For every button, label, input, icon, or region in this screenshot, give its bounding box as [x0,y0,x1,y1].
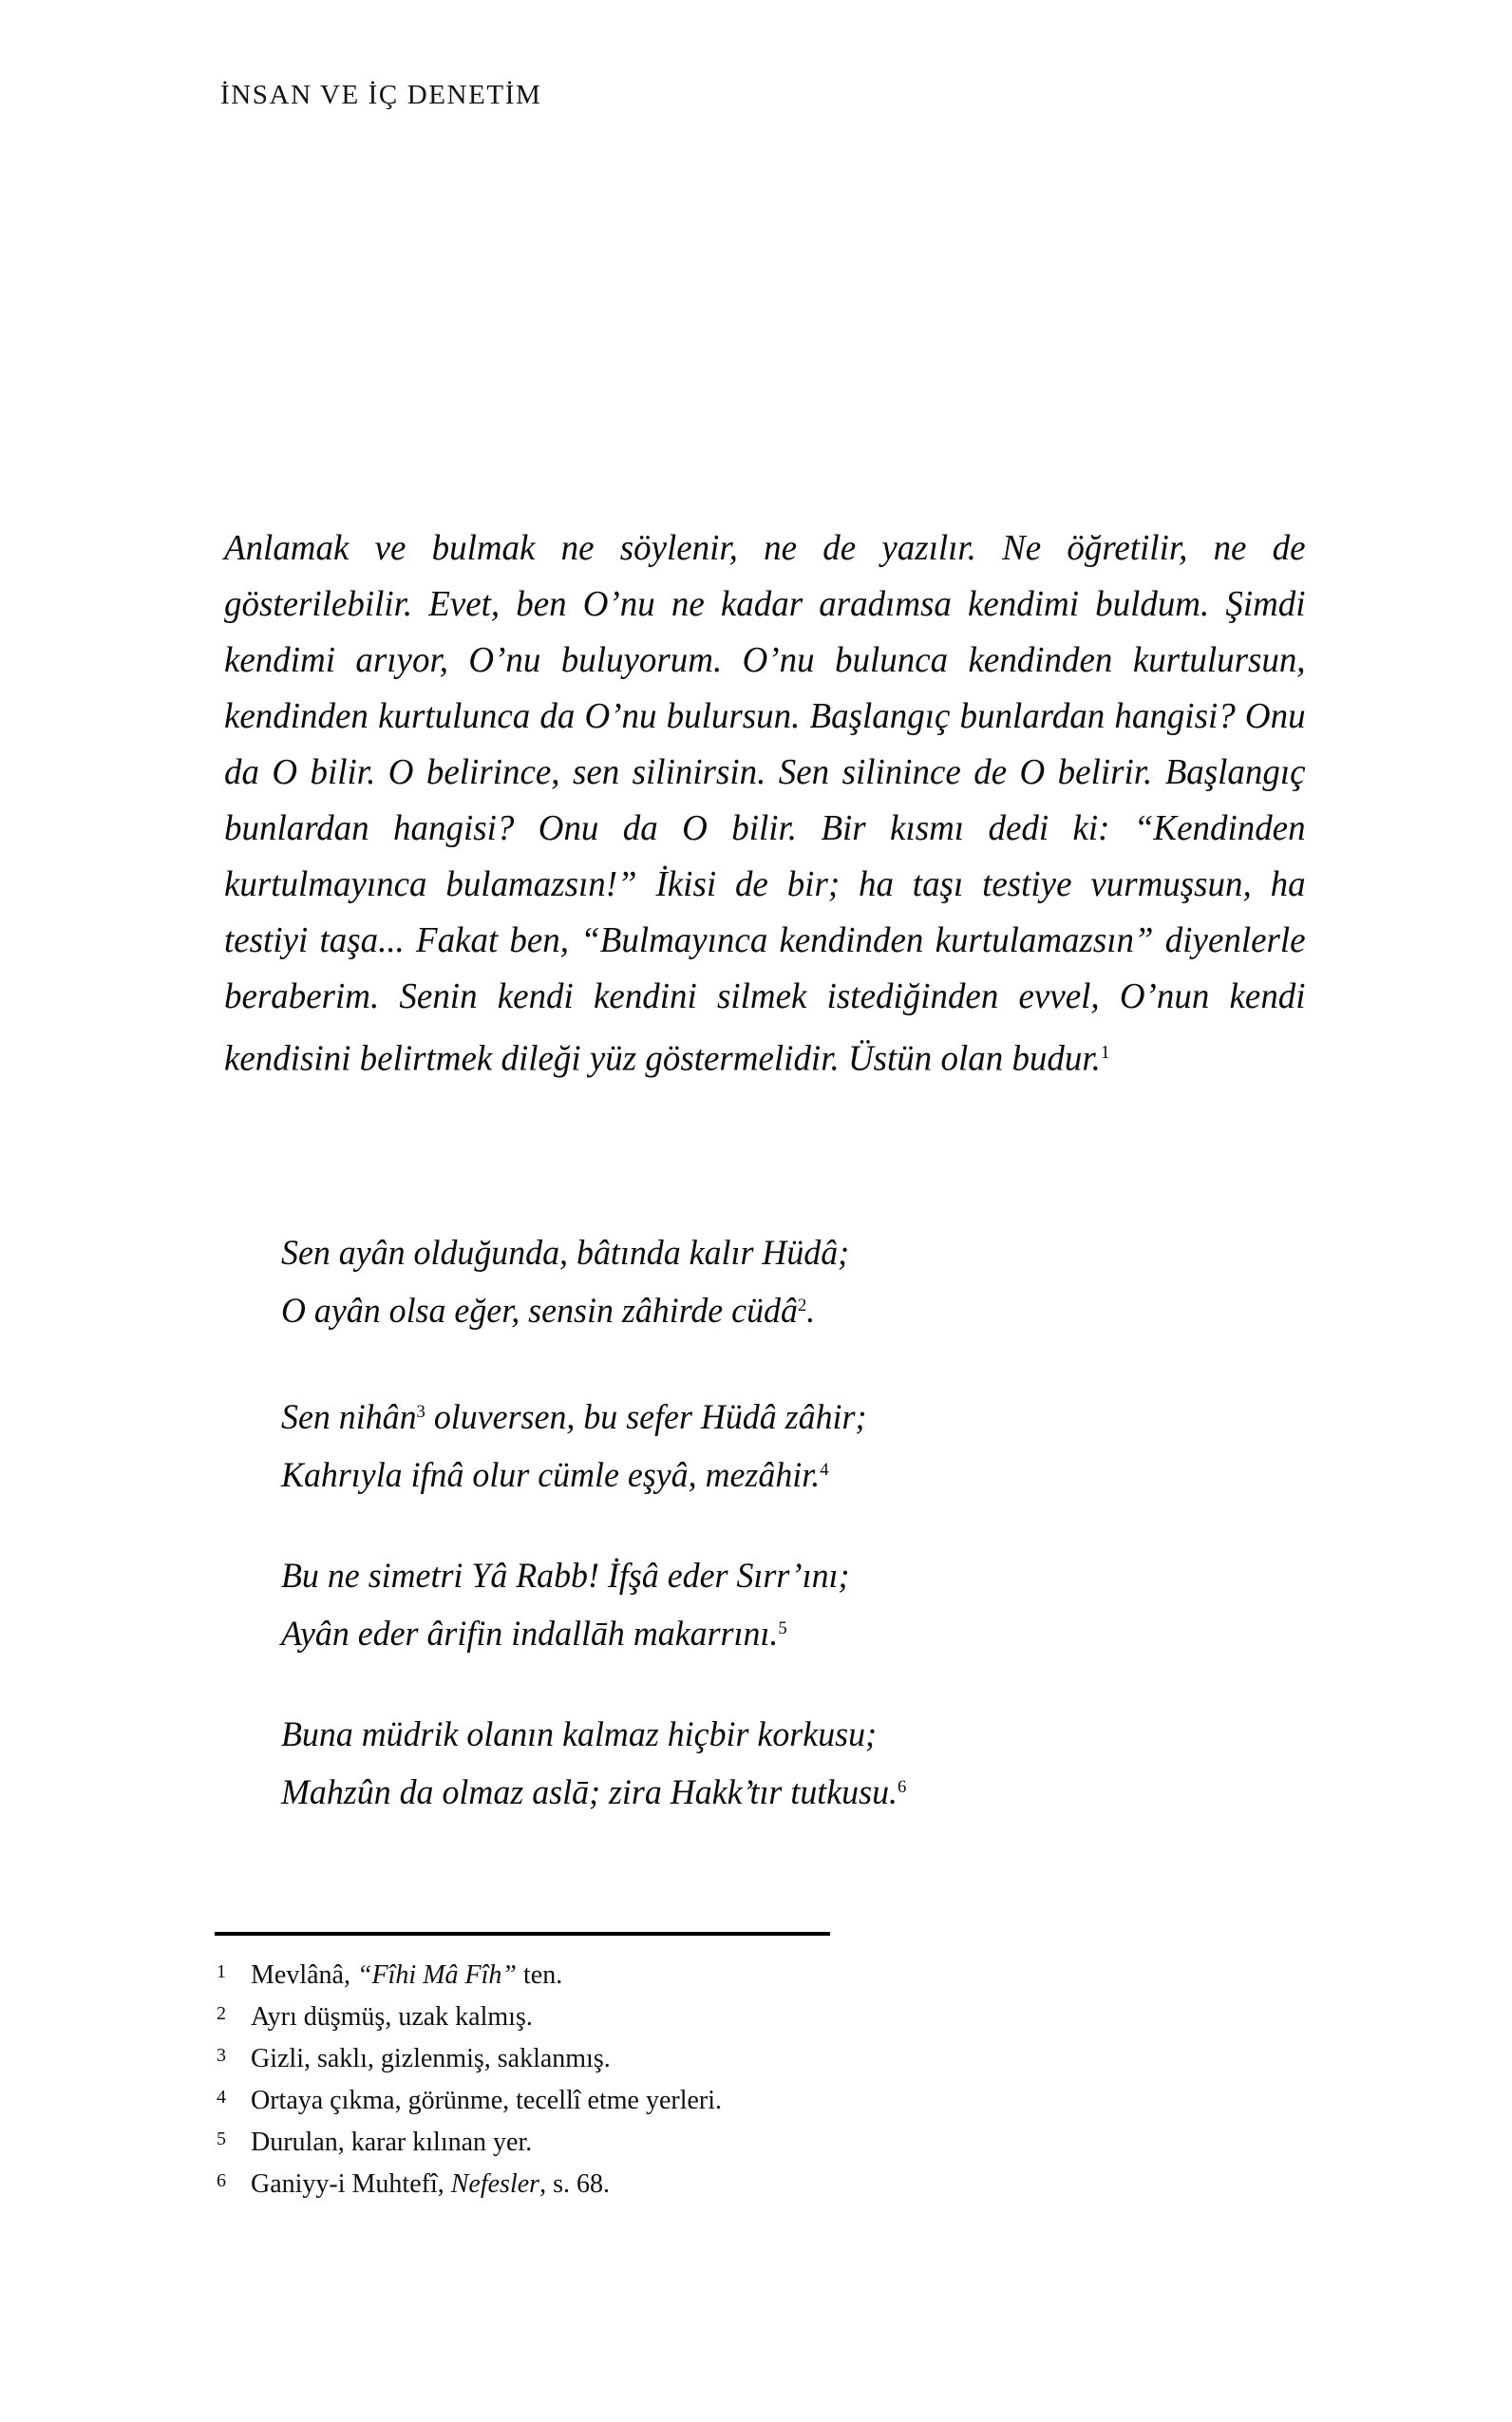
footnote-ref-3[interactable]: 3 [416,1401,425,1422]
verse-section [281,1227,1231,1819]
verse-line-text: O ayân olsa eğer, sensin zâhirde cüdâ [281,1291,798,1331]
verse-line-text: Bu ne simetri Yâ Rabb! İfşâ eder Sırr’ını; [281,1556,850,1596]
running-head: İNSAN VE İÇ DENETİM [220,80,542,110]
footnote-marker: 5 [217,2129,226,2149]
footnote-marker: 6 [217,2170,226,2191]
verse-line-text-tail: oluversen, bu sefer Hüdâ zâhir; [425,1397,867,1437]
footnote-text-pre: Ortaya çıkma, görünme, tecellî etme yerleri. [251,2086,723,2115]
couplet-2 [281,1386,1231,1502]
footnote-text-pre: Ganiyy-i Muhtefî, [251,2169,451,2199]
footnote-item [217,2164,1356,2205]
footnote-text [251,2164,1356,2205]
footnote-text [251,1955,1356,1996]
footnote-item [217,2122,1356,2164]
footnote-text-pre: Mevlânâ, [251,1960,357,1990]
footnote-ref-6[interactable]: 6 [898,1776,907,1797]
footnote-text-pre: Ayrı düşmüş, uzak kalmış. [251,2002,533,2032]
footnote-item [217,1955,1356,1996]
footnote-ref-2[interactable]: 2 [797,1296,807,1315]
couplet-3 [281,1550,1231,1660]
body-paragraph [224,520,1306,1087]
verse-line-text: Ayân eder ârifin indallāh makarrını. [281,1614,779,1654]
footnote-marker: 3 [217,2045,226,2066]
verse-line-text-tail: . [806,1291,816,1331]
verse-line [281,1386,1202,1444]
verse-line-text: Mahzûn da olmaz aslā; zira Hakk’tır tutkusu. [281,1772,898,1812]
footnote-text [251,1996,1356,2038]
footnote-text-pre: Durulan, karar kılınan yer. [251,2128,533,2157]
verse-line [281,1227,1202,1279]
verse-line [281,1550,1202,1602]
footnote-ref-1[interactable]: 1 [1100,1042,1110,1063]
verse-line-text: Kahrıyla ifnâ olur cümle eşyâ, mezâhir. [281,1455,821,1495]
footnote-marker: 2 [217,2003,226,2024]
verse-line-text: Buna müdrik olanın kalmaz hiçbir korkusu; [281,1714,878,1754]
verse-line [281,1444,1202,1502]
footnote-text-italic: Nefesler [450,2169,540,2199]
footnote-text-pre: Gizli, saklı, gizlenmiş, saklanmış. [251,2044,611,2073]
footnote-text-post: ten. [516,1960,563,1990]
footnote-text-post: , s. 68. [539,2169,610,2199]
footnote-marker: 1 [217,1961,226,1982]
verse-line [281,1602,1202,1660]
verse-line [281,1279,1202,1337]
footnote-text [251,2080,1356,2122]
footnote-item [217,1996,1356,2038]
verse-line-text: Sen nihân [281,1397,417,1437]
footnote-text-italic: “Fîhi Mâ Fîh” [356,1960,517,1990]
verse-line-text: Sen ayân olduğunda, bâtında kalır Hüdâ; [281,1234,850,1273]
body-text-block [224,520,1351,1087]
footnote-item [217,2080,1356,2122]
footnote-ref-4[interactable]: 4 [820,1459,829,1480]
footnote-item [217,2038,1356,2080]
body-paragraph-text: Anlamak ve bulmak ne söylenir, ne de yazılır. Ne öğretilir, ne de gösterilebilir. Evet, ben O’nu ne kadar aradımsa kendimi buldum. Şimdi kendimi arıyor, O’nu buluyorum. O’nu bulunca kendinden kurtulursun, kendinden kurtulunca da O’nu bulursun. Başlangıç bunlardan hangisi? Onu da O bilir. O belirince, sen silinirsin. Sen silinince de O belirir. Başlangıç bunlardan hangisi? Onu da O bilir. Bir kısmı dedi ki: “Kendinden kurtulmayınca bulamazsın!” İkisi de bir; ha taşı testiye vurmuşsun, ha testiyi taşa... Fakat ben, “Bulmayınca kendinden kurtulamazsın” diyenlerle beraberim. Senin kendi kendini silmek istediğinden evvel, O’nun kendi kendisini belirtmek dileği yüz göstermelidir. Üstün olan budur. [224,528,1306,1079]
footnote-text [251,2122,1356,2164]
footnote-separator-rule [215,1932,830,1936]
couplet-1 [281,1227,1231,1337]
couplet-4 [281,1709,1231,1819]
verse-line [281,1709,1202,1761]
footnote-list [217,1955,1356,2205]
footnote-text [251,2038,1356,2080]
verse-line [281,1761,1202,1819]
footnote-marker: 4 [217,2087,226,2108]
footnote-ref-5[interactable]: 5 [778,1618,787,1638]
